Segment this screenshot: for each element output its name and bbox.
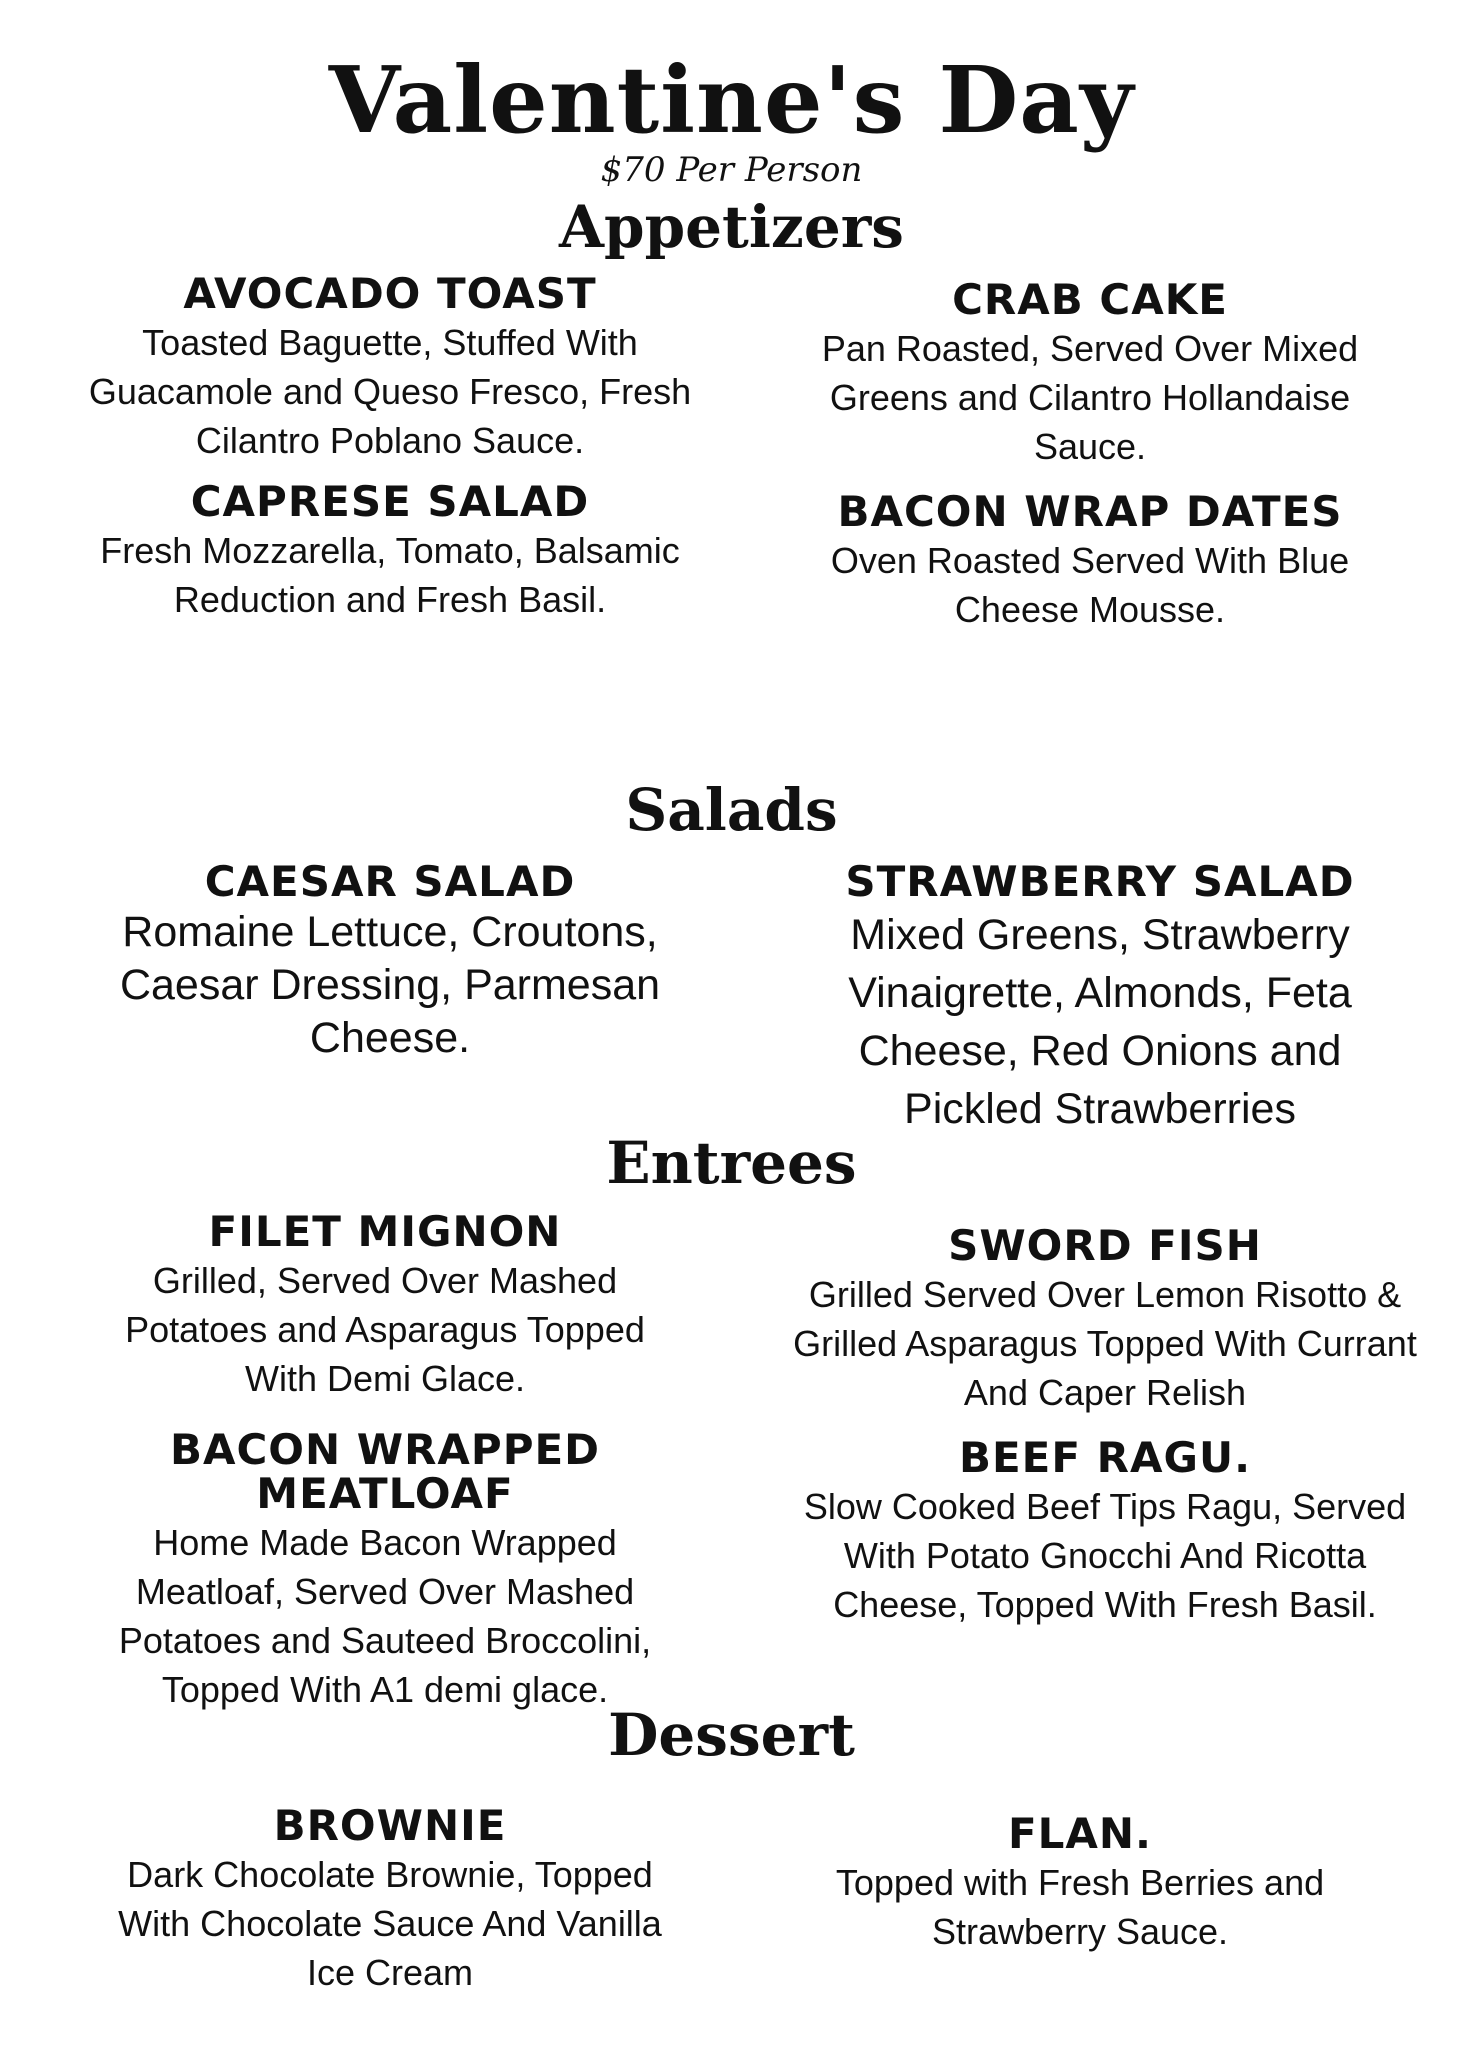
dish-filet-mignon [90,1207,680,1403]
dish-description: Fresh Mozzarella, Tomato, Balsamic Reduction and Fresh Basil. [100,530,680,620]
dish-name: STRAWBERRY SALAD [845,857,1355,906]
dish-avocado-toast [70,269,710,465]
dish-name: SWORD FISH [948,1221,1262,1270]
dish-description: Grilled, Served Over Mashed Potatoes and Asparagus Topped With Demi Glace. [125,1260,645,1399]
dish-description: Slow Cooked Beef Tips Ragu, Served With Potato Gnocchi And Ricotta Cheese, Topped With Fresh Basil. [803,1486,1407,1625]
dish-description: Pan Roasted, Served Over Mixed Greens and Cilantro Hollandaise Sauce. [821,328,1359,467]
dish-description: Grilled Served Over Lemon Risotto & Grilled Asparagus Topped With Currant And Caper Relish [793,1274,1417,1413]
dish-description: Mixed Greens, Strawberry Vinaigrette, Almonds, Feta Cheese, Red Onions and Pickled Strawberries [848,911,1352,1133]
menu-title: Valentine's Day [328,46,1135,154]
dish-name: BACON WRAPPED MEATLOAF [169,1425,601,1518]
dish-name: CAESAR SALAD [204,857,576,906]
dish-description: Home Made Bacon Wrapped Meatloaf, Served Over Mashed Potatoes and Sauteed Broccolini, Topped With A1 demi glace. [118,1522,652,1710]
dish-name: CRAB CAKE [952,275,1228,324]
dish-caprese-salad [70,477,710,624]
dish-caesar-salad [100,857,680,1065]
dish-strawberry-salad [820,857,1380,1138]
dish-name: BACON WRAP DATES [837,487,1343,536]
dish-name: FLAN. [1007,1809,1153,1858]
section-heading-salads: Salads [625,776,838,844]
dish-beef-ragu [790,1433,1420,1629]
dish-brownie [90,1801,690,1997]
dish-description: Dark Chocolate Brownie, Topped With Chocolate Sauce And Vanilla Ice Cream [118,1854,662,1993]
section-heading-dessert: Dessert [608,1701,855,1769]
dish-name: BEEF RAGU. [958,1433,1252,1482]
dish-name: FILET MIGNON [208,1207,562,1256]
dish-name: CAPRESE SALAD [190,477,590,526]
dish-crab-cake [790,275,1390,471]
dish-name: BROWNIE [273,1801,507,1850]
dish-description: Oven Roasted Served With Blue Cheese Mousse. [830,540,1350,630]
dish-description: Topped with Fresh Berries and Strawberry Sauce. [835,1862,1325,1952]
section-heading-appetizers: Appetizers [559,193,904,261]
dish-description: Romaine Lettuce, Croutons, Caesar Dressing, Parmesan Cheese. [119,908,661,1062]
dish-sword-fish [780,1221,1430,1417]
dish-flan [800,1809,1360,1956]
price-per-person: $70 Per Person [600,150,863,190]
section-heading-entrees: Entrees [606,1129,857,1197]
dish-bacon-wrapped-meatloaf [100,1425,670,1714]
dish-description: Toasted Baguette, Stuffed With Guacamole and Queso Fresco, Fresh Cilantro Poblano Sauce. [88,322,692,461]
dish-bacon-wrap-dates [790,487,1390,634]
dish-name: AVOCADO TOAST [183,269,597,318]
